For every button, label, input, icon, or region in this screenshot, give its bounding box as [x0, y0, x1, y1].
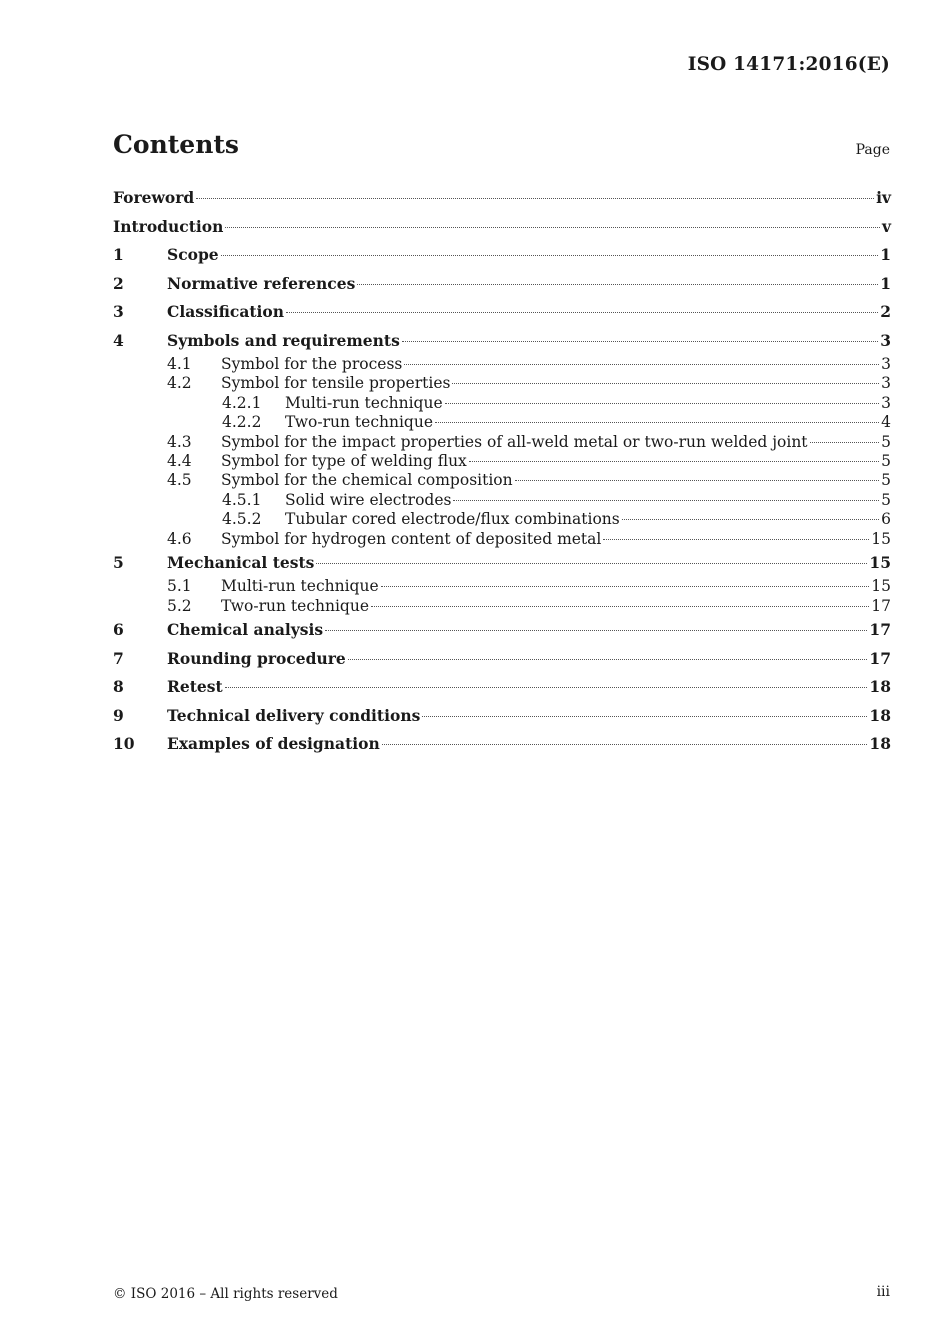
toc-entry-page: 3 — [880, 330, 891, 350]
toc-entry-number: 5 — [113, 552, 124, 572]
toc-entry-page: 5 — [881, 471, 891, 490]
dot-leader — [382, 744, 868, 745]
dot-leader — [453, 500, 879, 501]
toc-entry-page: 5 — [881, 451, 891, 470]
toc-entry[interactable] — [113, 270, 891, 299]
toc-entry-title: Mechanical tests — [167, 552, 315, 572]
toc-entry[interactable] — [113, 413, 891, 432]
toc-entry-page: 4 — [881, 413, 891, 432]
toc-entry-number: 4.3 — [167, 432, 192, 451]
toc-entry[interactable] — [113, 491, 891, 510]
toc-entry-number: 4.5.2 — [222, 510, 262, 529]
toc-entry-number: 6 — [113, 620, 124, 640]
toc-entry-title: Two-run technique — [285, 413, 434, 432]
toc-entry-page: 3 — [881, 355, 891, 373]
toc-entry-number: 4 — [113, 330, 124, 350]
dot-leader — [622, 519, 879, 520]
toc-entry-number: 4.4 — [167, 451, 192, 470]
toc-entry-title: Two-run technique — [221, 596, 370, 615]
toc-entry-page: iv — [876, 188, 891, 207]
toc-entry-page: 3 — [881, 393, 891, 412]
toc-entry-title: Multi-run technique — [221, 577, 379, 596]
dot-leader — [221, 255, 879, 256]
toc-entry[interactable] — [113, 394, 891, 413]
dot-leader — [452, 383, 879, 384]
dot-leader — [404, 364, 879, 365]
toc-entry-page: 1 — [880, 245, 891, 264]
toc-entry-number: 7 — [113, 648, 124, 668]
dot-leader — [225, 687, 868, 688]
toc-entry[interactable] — [113, 616, 891, 645]
toc-entry-title: Symbol for the process — [221, 355, 403, 373]
toc-entry[interactable] — [113, 530, 891, 549]
toc-entry-page: 17 — [869, 648, 891, 668]
toc-entry-title: Rounding procedure — [167, 648, 346, 668]
toc-entry[interactable] — [113, 673, 891, 702]
toc-entry[interactable] — [113, 355, 891, 374]
dot-leader — [402, 341, 878, 342]
toc-entry-title: Tubular cored electrode/flux combinations — [285, 510, 620, 529]
toc-entry-title: Multi-run technique — [285, 393, 443, 412]
toc-entry[interactable] — [113, 577, 891, 596]
page-number: iii — [876, 1284, 890, 1300]
toc-entry-page: 15 — [871, 577, 891, 596]
toc-entry-title: Symbol for the impact properties of all-weld metal or two-run welded joint — [221, 432, 808, 451]
toc-entry-title: Symbol for the chemical composition — [221, 471, 513, 490]
toc-entry-title: Foreword — [113, 188, 195, 207]
toc-entry-number: 4.5 — [167, 471, 192, 490]
toc-entry-title: Symbols and requirements — [167, 330, 400, 350]
toc-entry[interactable] — [113, 298, 891, 327]
dot-leader — [371, 606, 869, 607]
toc-entry-title: Symbol for tensile properties — [221, 374, 451, 393]
toc-entry-page: 15 — [869, 552, 891, 572]
dot-leader — [469, 461, 879, 462]
toc-entry-title: Symbol for hydrogen content of deposited metal — [221, 529, 602, 548]
toc-entry-number: 4.6 — [167, 529, 192, 548]
toc-entry-number: 1 — [113, 245, 124, 264]
toc-entry[interactable] — [113, 471, 891, 490]
dot-leader — [357, 284, 878, 285]
toc-entry-title: Solid wire electrodes — [285, 490, 452, 509]
dot-leader — [515, 480, 880, 481]
copyright-notice: © ISO 2016 – All rights reserved — [113, 1286, 338, 1302]
dot-leader — [225, 227, 880, 228]
toc-entry[interactable] — [113, 549, 891, 578]
toc-entry-page: 5 — [881, 432, 891, 451]
contents-title: Contents — [113, 130, 240, 159]
dot-leader — [348, 659, 868, 660]
toc-entry-page: 17 — [871, 596, 891, 615]
toc-entry-title: Symbol for type of welding flux — [221, 451, 467, 470]
toc-entry-number: 4.2.1 — [222, 393, 262, 412]
toc-entry-title: Chemical analysis — [167, 620, 324, 640]
dot-leader — [603, 539, 869, 540]
toc-entry-number: 3 — [113, 302, 124, 321]
toc-entry[interactable] — [113, 645, 891, 674]
toc-entry-number: 10 — [113, 734, 135, 754]
toc-entry-page: v — [881, 216, 891, 236]
toc-entry-page: 18 — [869, 734, 891, 754]
toc-entry-page: 18 — [869, 677, 891, 697]
toc-entry[interactable] — [113, 433, 891, 452]
toc-entry-title: Scope — [167, 245, 219, 264]
dot-leader — [381, 586, 870, 587]
toc-entry[interactable] — [113, 374, 891, 393]
toc-entry-title: Technical delivery conditions — [167, 705, 421, 725]
toc-entry-number: 5.1 — [167, 577, 192, 596]
document-id: ISO 14171:2016(E) — [687, 54, 890, 75]
table-of-contents — [113, 184, 891, 759]
toc-entry-title: Normative references — [167, 273, 356, 293]
toc-entry-number: 4.2.2 — [222, 413, 262, 432]
toc-entry[interactable] — [113, 510, 891, 529]
toc-entry[interactable] — [113, 213, 891, 242]
toc-entry[interactable] — [113, 730, 891, 759]
toc-entry[interactable] — [113, 184, 891, 213]
toc-entry-page: 5 — [881, 490, 891, 509]
dot-leader — [196, 198, 874, 199]
toc-entry-number: 4.5.1 — [222, 490, 262, 509]
toc-entry-title: Retest — [167, 677, 223, 697]
toc-entry[interactable] — [113, 597, 891, 616]
toc-entry-page: 17 — [869, 620, 891, 640]
toc-entry-page: 6 — [881, 510, 891, 529]
toc-entry-page: 3 — [881, 374, 891, 393]
toc-entry-number: 4.1 — [167, 355, 192, 373]
toc-entry[interactable] — [113, 327, 891, 356]
toc-entry[interactable] — [113, 452, 891, 471]
dot-leader — [810, 442, 880, 443]
toc-entry-page: 2 — [880, 302, 891, 321]
page-column-label: Page — [855, 142, 890, 158]
toc-entry-number: 4.2 — [167, 374, 192, 393]
dot-leader — [435, 422, 879, 423]
toc-entry-number: 8 — [113, 677, 124, 697]
dot-leader — [422, 716, 867, 717]
toc-entry[interactable] — [113, 241, 891, 270]
toc-entry[interactable] — [113, 702, 891, 731]
toc-entry-title: Classification — [167, 302, 285, 321]
dot-leader — [286, 312, 878, 313]
toc-entry-page: 15 — [871, 529, 891, 548]
toc-entry-title: Examples of designation — [167, 734, 380, 754]
dot-leader — [316, 563, 867, 564]
toc-entry-number: 5.2 — [167, 596, 192, 615]
toc-entry-number: 2 — [113, 273, 124, 293]
toc-entry-number: 9 — [113, 705, 124, 725]
toc-entry-title: Introduction — [113, 216, 224, 236]
toc-entry-page: 18 — [869, 705, 891, 725]
dot-leader — [445, 403, 880, 404]
dot-leader — [325, 630, 867, 631]
toc-entry-page: 1 — [880, 273, 891, 293]
